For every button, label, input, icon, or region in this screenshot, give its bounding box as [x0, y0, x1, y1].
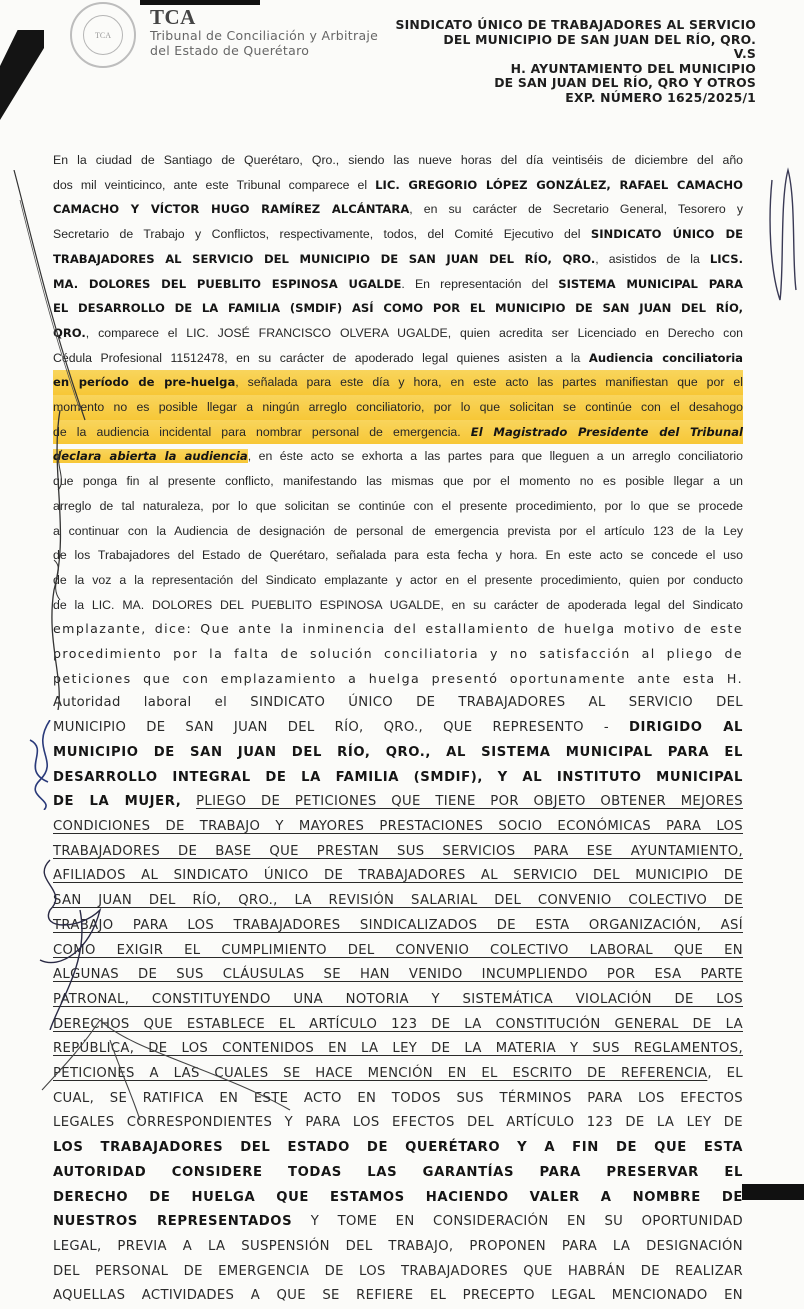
body-line	[53, 1111, 743, 1136]
text: , EL	[707, 1066, 744, 1082]
petition-underlined: CONDICIONES DE TRABAJO Y MAYORES PRESTACIONES SOCIO ECONÓMICAS PARA LOS	[53, 818, 743, 834]
text: emplazante, dice: Que ante la inminencia del estallamiento de huelga motivo de este	[53, 621, 743, 637]
body-line	[53, 667, 743, 692]
body-line	[53, 272, 743, 297]
text-bold: LICS.	[709, 251, 743, 266]
body-line	[53, 197, 743, 222]
names-bold: LIC. GREGORIO LÓPEZ GONZÁLEZ, RAFAEL CAMACHO	[375, 177, 743, 192]
text: , señalada para este día y hora, en este acto las partes manifiestan que por el	[235, 375, 743, 390]
highlighted-line	[53, 370, 743, 395]
text: momento no es posible llegar a ningún arreglo conciliatorio, por lo que solicitan se continúe con el desahogo	[53, 400, 743, 415]
text: DEL PERSONAL DE EMERGENCIA DE LOS TRABAJADORES QUE HABRÁN DE REALIZAR	[53, 1263, 743, 1279]
text: Y TOME EN CONSIDERACIÓN EN SU OPORTUNIDAD	[292, 1214, 743, 1230]
body-line	[53, 741, 743, 766]
body-line	[53, 617, 743, 642]
body-line	[53, 346, 743, 371]
text: de la audiencia incidental para nombrar personal de emergencia.	[53, 424, 471, 439]
seal-inner: TCA	[83, 15, 123, 55]
case-plaintiff-line2: DEL MUNICIPIO DE SAN JUAN DEL RÍO, QRO.	[443, 31, 756, 47]
body-line	[53, 247, 743, 272]
body-line	[53, 1186, 743, 1211]
text: procedimiento por la falta de solución conciliatoria y no satisfacción al pliego de	[53, 646, 743, 662]
body-line	[53, 543, 743, 568]
body-line	[53, 1284, 743, 1309]
text: , en su carácter de Secretario General, Tesorero y	[409, 202, 743, 217]
entity-name-bold: SISTEMA MUNICIPAL PARA	[558, 276, 744, 291]
text: dos mil veinticinco, ante este Tribunal comparece el	[53, 177, 376, 192]
statement-bold: NUESTROS REPRESENTADOS	[53, 1214, 293, 1230]
body-line	[53, 519, 743, 544]
body-line	[53, 790, 743, 815]
text: , asistidos de la	[595, 251, 710, 266]
case-defendant-line1: H. AYUNTAMIENTO DEL MUNICIPIO	[510, 60, 756, 76]
tribunal-logo	[150, 6, 378, 58]
body-line	[53, 1013, 743, 1038]
body-line	[53, 1260, 743, 1285]
body-line	[53, 1210, 743, 1235]
hearing-type-bold: Audiencia conciliatoria	[588, 350, 743, 365]
text: Secretario de Trabajo y Conflictos, respectivamente, todos, del Comité Ejecutivo del	[53, 227, 591, 242]
petition-underlined: PETICIONES A LAS CUALES SE HACE MENCIÓN EN EL ESCRITO DE REFERENCIA	[53, 1066, 708, 1082]
text: que ponga fin al presente conflicto, manifestando las mismas que por el momento no es posible llegar a un	[53, 474, 743, 489]
body-line	[53, 593, 743, 618]
body-line	[53, 914, 743, 939]
entity-name-bold: EL DESARROLLO DE LA FAMILIA (SMDIF) ASÍ COMO POR EL MUNICIPIO DE SAN JUAN DEL RÍO,	[53, 301, 743, 316]
text: , comparece el LIC. JOSÉ FRANCISCO OLVERA UGALDE, quien acredita ser Licenciado en Derecho con	[85, 325, 743, 340]
body-line	[53, 963, 743, 988]
body-line	[53, 840, 743, 865]
body-line	[53, 469, 743, 494]
highlighted-line	[53, 420, 743, 445]
petition-underlined: REPÚBLICA, DE LOS CONTENIDOS EN LA LEY DE LA MATERIA Y SUS REGLAMENTOS,	[53, 1041, 743, 1057]
logo-name-line2: del Estado de Querétaro	[150, 43, 310, 58]
text: MUNICIPIO DE SAN JUAN DEL RÍO, QRO., QUE REPRESENTO -	[53, 720, 629, 736]
body-line	[53, 568, 743, 593]
body-line	[53, 173, 743, 198]
case-file-number: EXP. NÚMERO 1625/2025/1	[565, 89, 756, 105]
body-line	[53, 222, 743, 247]
text: de la voz a la representación del Sindicato emplazante y actor en el presente procedimiento, quien por conducto	[53, 572, 743, 587]
text: LEGAL, PREVIA A LA SUSPENSIÓN DEL TRABAJO, PROPONEN PARA LA DESIGNACIÓN	[53, 1238, 743, 1254]
petition-underlined: DERECHOS QUE ESTABLECE EL ARTÍCULO 123 DE LA CONSTITUCIÓN GENERAL DE LA	[53, 1016, 743, 1032]
scan-edge-mark	[742, 1184, 804, 1200]
petition-underlined: PLIEGO DE PETICIONES QUE TIENE POR OBJETO OBTENER MEJORES	[196, 794, 743, 810]
text: peticiones que con emplazamiento a huelga presentó oportunamente ante esta H.	[53, 670, 743, 686]
text: En la ciudad de Santiago de Querétaro, Qro., siendo las nueve horas del día veintiséis de diciembre del año	[53, 153, 743, 167]
body-line	[53, 766, 743, 791]
case-defendant-line2: DE SAN JUAN DEL RÍO, QRO Y OTROS	[494, 75, 756, 91]
logo-abbreviation: TCA	[150, 5, 196, 29]
text: de los Trabajadores del Estado de Querétaro, señalada para esta fecha y hora. En este acto se concede el uso	[53, 548, 743, 563]
case-versus: V.S	[733, 46, 756, 62]
statement-bold: AUTORIDAD CONSIDERE TODAS LAS GARANTÍAS PARA PRESERVAR EL	[53, 1164, 743, 1180]
highlighted-line	[53, 395, 743, 420]
text: Cédula Profesional 11512478, en su carácter de apoderado legal quienes asisten a la	[53, 350, 589, 365]
union-name-bold: SINDICATO ÚNICO DE	[590, 227, 743, 242]
addressee-bold: MUNICIPIO DE SAN JUAN DEL RÍO, QRO., AL SISTEMA MUNICIPAL PARA EL	[53, 744, 743, 760]
body-line	[53, 691, 743, 716]
case-caption	[395, 18, 756, 106]
text: AQUELLAS ACTIVIDADES A QUE SE REFIERE EL PRECEPTO LEGAL MENCIONADO EN	[53, 1288, 743, 1304]
petition-underlined: SAN JUAN DEL RÍO, QRO., LA REVISIÓN SALARIAL DEL CONVENIO COLECTIVO DE	[53, 893, 743, 909]
body-line	[53, 1062, 743, 1087]
petition-underlined: TRABAJADORES DE BASE QUE PRESTAN SUS SERVICIOS PARA ESE AYUNTAMIENTO,	[53, 843, 743, 859]
text: de la LIC. MA. DOLORES DEL PUEBLITO ESPINOSA UGALDE, en su carácter de apoderada legal del Sindicato	[53, 597, 743, 612]
document-body	[53, 148, 743, 1309]
text: , en éste acto se exhorta a las partes para que lleguen a un arreglo conciliatorio	[247, 449, 743, 464]
body-line	[53, 1235, 743, 1260]
signature-right-icon	[766, 160, 804, 310]
body-line	[53, 864, 743, 889]
statement-bold: LOS TRABAJADORES DEL ESTADO DE QUERÉTARO Y A FIN DE QUE ESTA	[53, 1140, 743, 1156]
body-line	[53, 642, 743, 667]
addressee-bold: DIRIGIDO AL	[628, 720, 744, 736]
magistrate-statement-bold-italic: declara abierta la audiencia	[53, 449, 248, 464]
text: a continuar con la Audiencia de designación de personal de emergencia prevista por el artículo 123 de la Ley	[53, 523, 743, 538]
text: Autoridad laboral el SINDICATO ÚNICO DE TRABAJADORES AL SERVICIO DEL	[53, 695, 743, 711]
petition-underlined: COMO EXIGIR EL CUMPLIMIENTO DEL CONVENIO COLECTIVO LABORAL QUE EN	[53, 942, 743, 958]
logo-name-line1: Tribunal de Conciliación y Arbitraje	[150, 28, 379, 43]
body-line	[53, 296, 743, 321]
petition-underlined: PATRONAL, CONSTITUYENDO UNA NOTORIA Y SISTEMÁTICA VIOLACIÓN DE LOS	[53, 991, 743, 1007]
body-line	[53, 1087, 743, 1112]
body-line	[53, 321, 743, 346]
lawyer-name-bold: MA. DOLORES DEL PUEBLITO ESPINOSA UGALDE	[53, 276, 402, 291]
names-bold: CAMACHO Y VÍCTOR HUGO RAMÍREZ ALCÁNTARA	[53, 202, 410, 217]
hearing-type-bold: en período de pre-huelga	[53, 375, 236, 390]
body-line	[53, 716, 743, 741]
scan-corner-mark	[0, 30, 44, 120]
tribunal-seal-icon	[70, 2, 136, 68]
statement-bold: DERECHO DE HUELGA QUE ESTAMOS HACIENDO VALER A NOMBRE DE	[53, 1189, 743, 1205]
petition-underlined: AFILIADOS AL SINDICATO ÚNICO DE TRABAJADORES AL SERVICIO DEL MUNICIPIO DE	[53, 868, 743, 884]
body-line	[53, 1136, 743, 1161]
addressee-bold: DE LA MUJER,	[53, 794, 182, 810]
text-bold: QRO.	[53, 325, 86, 340]
petition-underlined: ALGUNAS DE SUS CLÁUSULAS SE HAN VENIDO INCUMPLIENDO POR ESA PARTE	[53, 967, 743, 983]
petition-underlined: TRABAJO PARA LOS TRABAJADORES SINDICALIZADOS DE ESTA ORGANIZACIÓN, ASÍ	[53, 917, 743, 933]
text: CUAL, SE RATIFICA EN ESTE ACTO EN TODOS SUS TÉRMINOS PARA LOS EFECTOS	[53, 1090, 743, 1106]
body-line	[53, 148, 743, 173]
text: . En representación del	[401, 276, 559, 291]
body-line	[53, 1161, 743, 1186]
body-line	[53, 494, 743, 519]
magistrate-statement-bold-italic: El Magistrado Presidente del Tribunal	[470, 424, 743, 439]
body-line	[53, 444, 743, 469]
body-line	[53, 1037, 743, 1062]
body-line	[53, 815, 743, 840]
text: arreglo de tal naturaleza, por lo que solicitan se continúe con el presente procedimiento, por lo que se procede	[53, 498, 743, 513]
body-line	[53, 988, 743, 1013]
union-name-bold: TRABAJADORES AL SERVICIO DEL MUNICIPIO DE SAN JUAN DEL RÍO, QRO.	[53, 251, 596, 266]
addressee-bold: DESARROLLO INTEGRAL DE LA FAMILIA (SMDIF), Y AL INSTITUTO MUNICIPAL	[53, 769, 743, 785]
body-line	[53, 939, 743, 964]
text: LEGALES CORRESPONDIENTES Y PARA LOS EFECTOS DEL ARTÍCULO 123 DE LA LEY DE	[53, 1115, 743, 1131]
body-line	[53, 889, 743, 914]
case-plaintiff-line1: SINDICATO ÚNICO DE TRABAJADORES AL SERVICIO	[395, 17, 756, 32]
